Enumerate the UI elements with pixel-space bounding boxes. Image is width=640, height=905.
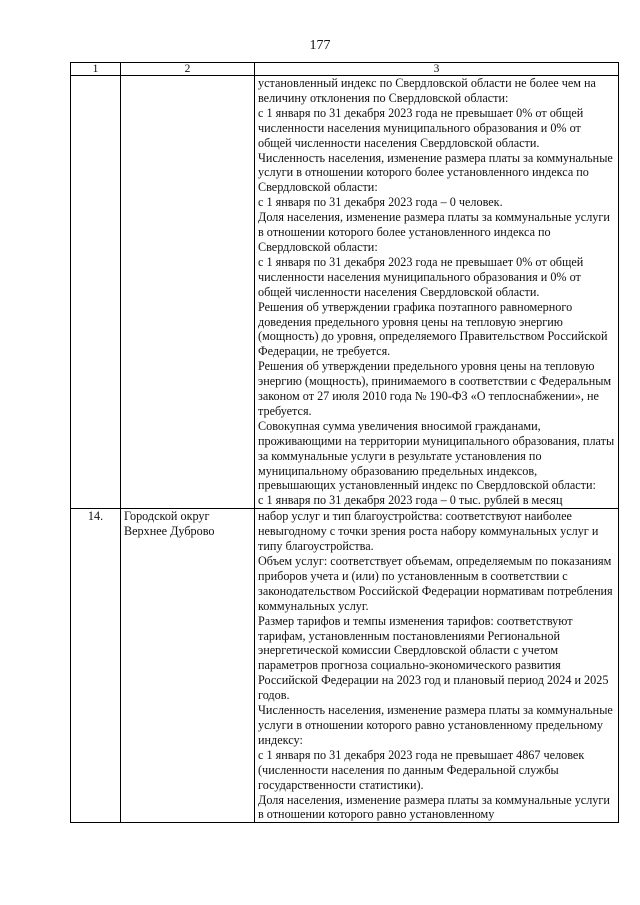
paragraph: с 1 января по 31 декабря 2023 года не превышает 0% от общей численности населения муниципального образования и 0% от общей численности населения Свердловской области. [258, 105, 584, 150]
paragraph: Численность населения, изменение размера платы за коммунальные услуги в отношении которого равно установленному предельному индексу: [258, 703, 613, 747]
paragraph: Доля населения, изменение размера платы за коммунальные услуги в отношении которого более установленного индекса по Свердловской области: [258, 210, 610, 254]
municipality-name-cell [121, 76, 255, 509]
paragraph: Доля населения, изменение размера платы за коммунальные услуги в отношении которого равно установленному [258, 792, 610, 822]
paragraph: с 1 января по 31 декабря 2023 года – 0 человек. [258, 195, 503, 210]
paragraph: Решения об утверждении предельного уровня цены на тепловую энергию (мощность), принимаемого в соответствии с Федеральным законом от 27 июля 2010 года № 190-ФЗ «О теплоснабжении», не требуется. [258, 359, 612, 418]
paragraph: набор услуг и тип благоустройства: соответствуют наиболее невыгодному с точки зрения роста набору коммунальных услуг и типу благоустройства. [258, 509, 599, 554]
paragraph: Размер тарифов и темпы изменения тарифов: соответствуют тарифам, установленным постановлениями Региональной энергетической комиссии Свердловской области с учетом параметров прогноза социально-экономического развития Российской Федерации на 2023 год и плановый период 2024 и 2025 годов. [258, 613, 609, 703]
column-header-3: 3 [255, 63, 619, 76]
page-number: 177 [309, 38, 331, 53]
row-number-cell [71, 76, 121, 509]
description-cell [255, 509, 619, 823]
row-number-cell: 14. [71, 509, 121, 823]
paragraph: с 1 января по 31 декабря 2023 года не превышает 0% от общей численности населения муниципального образования и 0% от общей численности населения Свердловской области. [258, 254, 584, 299]
paragraph: с 1 января по 31 декабря 2023 года – 0 тыс. рублей в месяц [258, 493, 563, 508]
column-header-2: 2 [121, 63, 255, 76]
paragraph: установленный индекс по Свердловской области не более чем на величину отклонения по Свердловской области: [258, 76, 596, 105]
paragraph: Решения об утверждении графика поэтапного равномерного доведения предельного уровня цены на тепловую энергию (мощность) до уровня, определяемого Правительством Российской Федерации, не требуется. [258, 299, 608, 359]
table-row-14 [71, 509, 619, 823]
table-header-row [71, 63, 619, 76]
document-table [70, 62, 619, 823]
paragraph: Численность населения, изменение размера платы за коммунальные услуги в отношении которого более установленного индекса по Свердловской области: [258, 150, 613, 195]
table-row-continued [71, 76, 619, 509]
paragraph: Объем услуг: соответствует объемам, определяемым по показаниям приборов учета и (или) по установленным в соответствии с законодательством Российской Федерации нормативам потребления коммунальных услуг. [258, 554, 613, 613]
paragraph: с 1 января по 31 декабря 2023 года не превышает 4867 человек (численности населения по данным Федеральной службы государственности статистики). [258, 747, 585, 792]
column-header-1: 1 [71, 63, 121, 76]
paragraph: Совокупная сумма увеличения вносимой гражданами, проживающими на территории муниципального образования, платы за коммунальные услуги в результате установления по муниципальному образованию предельных индексов, превышающих установленный индекс по Свердловской области: [258, 418, 615, 493]
description-cell [255, 76, 619, 509]
municipality-name-cell: Городской округ Верхнее Дуброво [121, 509, 255, 823]
